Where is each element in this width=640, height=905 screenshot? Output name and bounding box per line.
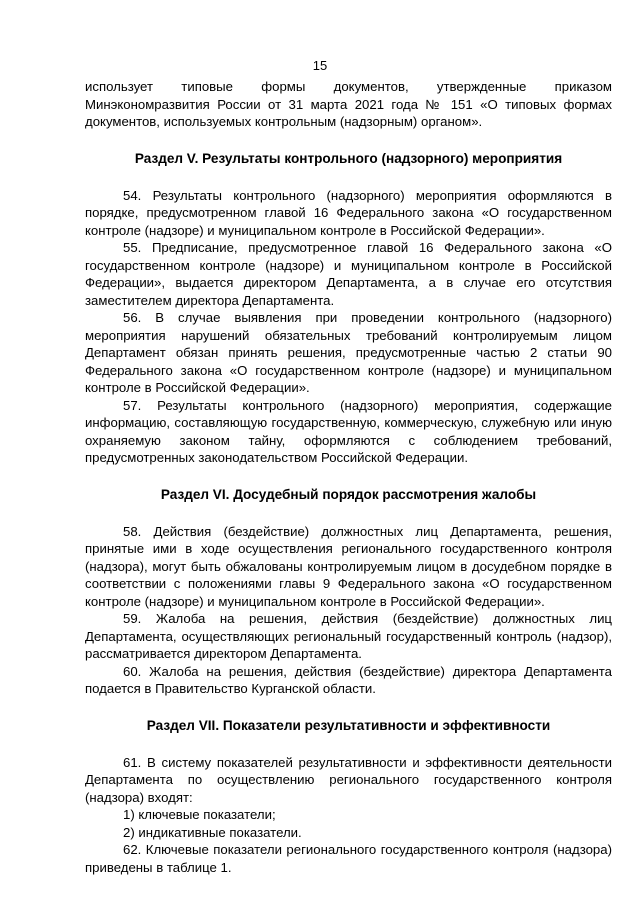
section-6-title: Раздел VI. Досудебный порядок рассмотрения жалобы [160,486,537,502]
list-item-key-indicators: 1) ключевые показатели; [123,807,276,822]
paragraph-59: 59. Жалоба на решения, действия (бездействие) должностных лиц Департамента, осуществляющих региональный государственный контроль (надзор), рассматривается директором Департамента. [85,611,612,661]
list-item-indicative-indicators: 2) индикативные показатели. [123,824,302,840]
paragraph-57: 57. Результаты контрольного (надзорного) мероприятия, содержащие информацию, составляющую государственную, коммерческую, служебную или иную охраняемую законом тайну, оформляются с соблюдением требований, предусмотренных законодательством Российской Федерации. [85,397,612,465]
paragraph-62: 62. Ключевые показатели регионального государственного контроля (надзора) приведены в таблице 1. [85,842,612,875]
page-number: 15 [312,58,328,73]
paragraph-56: 56. В случае выявления при проведении контрольного (надзорного) мероприятия нарушений обязательных требований контролируемым лицом Департамент обязан принять решения, предусмотренные частью 2 статьи 90 Федерального закона «О государственном контроле (надзоре) и муниципальном контроле в Российской Федерации». [85,310,612,395]
paragraph-54: 54. Результаты контрольного (надзорного) мероприятия оформляются в порядке, предусмотренном главой 16 Федерального закона «О государственном контроле (надзоре) и муниципальном контроле в Российской Федерации». [85,187,612,238]
paragraph-60: 60. Жалоба на решения, действия (бездействие) директора Департамента подается в Правительство Курганской области. [85,663,612,696]
paragraph-58: 58. Действия (бездействие) должностных лиц Департамента, решения, принятые ими в ходе осуществления регионального государственного контроля (надзора), могут быть обжалованы контролируемым лицом в досудебном порядке в соответствии с положениями главы 9 Федерального закона «О государственном контроле (надзоре) и муниципальном контроле в Российской Федерации». [85,523,612,609]
paragraph-intro: использует типовые формы документов, утвержденные приказом Минэкономразвития России от 31 марта 2021 года № 151 «О типовых формах документов, используемых контрольным (надзорным) органом». [85,79,612,129]
section-7-title: Раздел VII. Показатели результативности и эффективности [146,717,551,733]
paragraph-61: 61. В систему показателей результативности и эффективности деятельности Департамента по осуществлению регионального государственного контроля (надзора) входят: [85,754,612,805]
paragraph-55: 55. Предписание, предусмотренное главой 16 Федерального закона «О государственном контроле (надзоре) и муниципальном контроле в Российской Федерации», выдается директором Департамента, а в случае его отсутствия заместителем директора Департамента. [85,240,612,308]
document-body [85,78,612,876]
section-5-title: Раздел V. Результаты контрольного (надзорного) мероприятия [134,150,563,166]
